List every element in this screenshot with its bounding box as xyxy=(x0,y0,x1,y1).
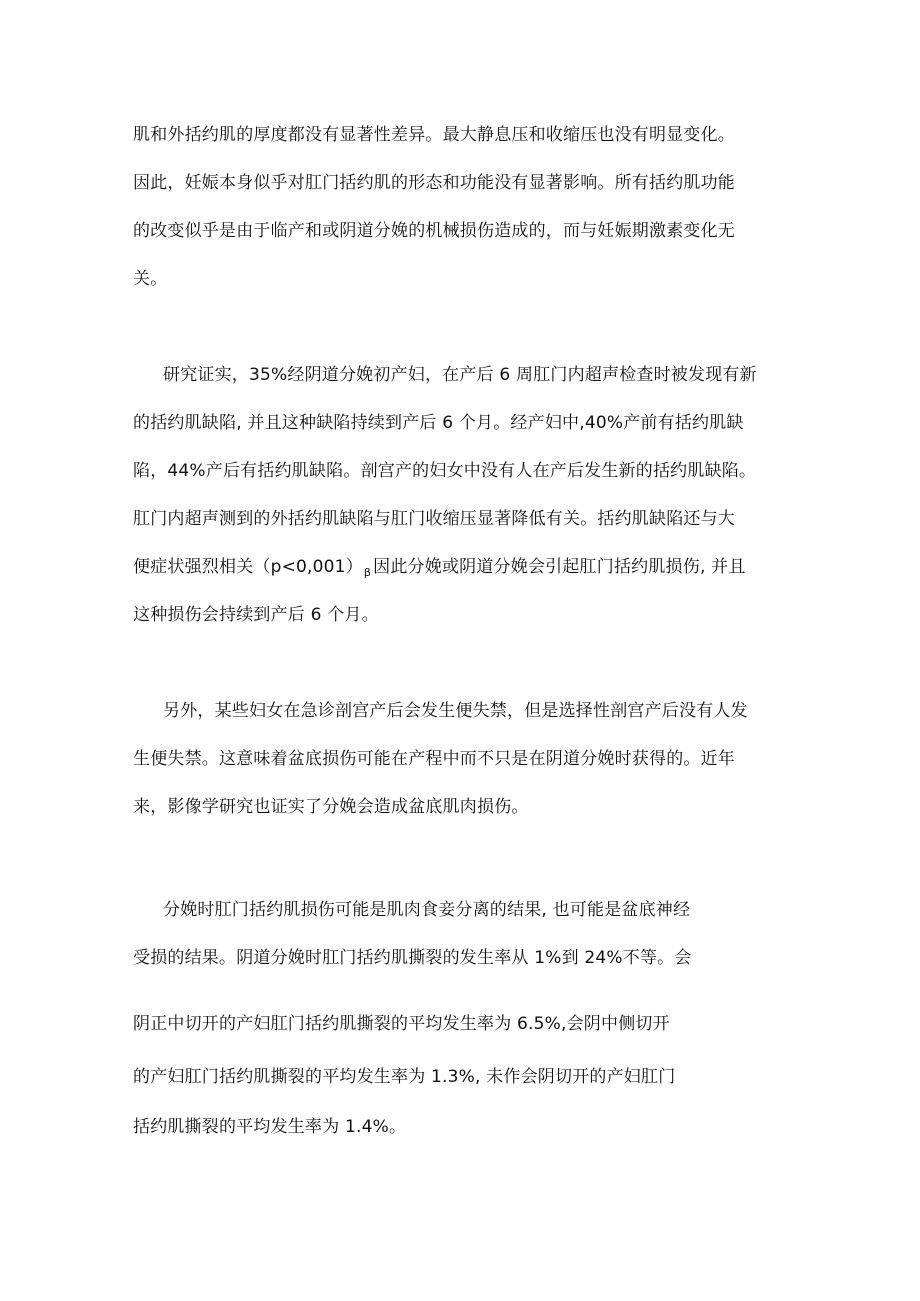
paragraph-4-line-1: 分娩时肛门括约肌损伤可能是肌肉食妾分离的结果, 也可能是盆底神经 xyxy=(163,900,691,920)
paragraph-1-line-3: 的改变似乎是由于临产和或阴道分娩的机械损伤造成的，而与妊娠期激素变化无 xyxy=(133,221,735,241)
paragraph-2-line-3: 陷，44%产后有括约肌缺陷。剖宫产的妇女中没有人在产后发生新的括约肌缺陷。 xyxy=(133,461,757,481)
paragraph-2-line-5 xyxy=(133,555,746,585)
beta-marker: β xyxy=(363,566,372,579)
paragraph-1-line-4: 关。 xyxy=(133,269,168,289)
paragraph-3-line-1: 另外，某些妇女在急诊剖宫产后会发生便失禁，但是选择性剖宫产后没有人发 xyxy=(163,701,748,721)
paragraph-2-line-2: 的括约肌缺陷, 并且这种缺陷持续到产后 6 个月。经产妇中,40%产前有括约肌缺 xyxy=(133,413,744,433)
paragraph-2-line-6: 这种损伤会持续到产后 6 个月。 xyxy=(133,605,379,625)
paragraph-2-line-4: 肛门内超声测到的外括约肌缺陷与肛门收缩压显著降低有关。括约肌缺陷还与大 xyxy=(133,509,735,529)
paragraph-1-line-2: 因此，妊娠本身似乎对肛门括约肌的形态和功能没有显著影响。所有括约肌功能 xyxy=(133,173,735,193)
paragraph-4-line-2: 受损的结果。阴道分娩时肛门括约肌撕裂的发生率从 1%到 24%不等。会 xyxy=(133,948,692,968)
paragraph-4-line-3: 阴正中切开的产妇肛门括约肌撕裂的平均发生率为 6.5%,会阴中侧切开 xyxy=(133,1014,670,1034)
paragraph-2-line-5-before: 便症状强烈相关（p<0,001） xyxy=(133,557,363,577)
paragraph-4-line-5: 括约肌撕裂的平均发生率为 1.4%。 xyxy=(133,1117,407,1137)
paragraph-4-line-4: 的产妇肛门括约肌撕裂的平均发生率为 1.3%, 未作会阴切开的产妇肛门 xyxy=(133,1067,676,1087)
paragraph-3-line-2: 生便失禁。这意味着盆底损伤可能在产程中而不只是在阴道分娩时获得的。近年 xyxy=(133,749,735,769)
paragraph-2-line-1: 研究证实，35%经阴道分娩初产妇，在产后 6 周肛门内超声检查时被发现有新 xyxy=(163,365,757,385)
paragraph-1-line-1: 肌和外括约肌的厚度都没有显著性差异。最大静息压和收缩压也没有明显变化。 xyxy=(133,125,735,145)
paragraph-2-line-5-after: 因此分娩或阴道分娩会引起肛门括约肌损伤, 并且 xyxy=(373,557,746,577)
paragraph-3-line-3: 来，影像学研究也证实了分娩会造成盆底肌肉损伤。 xyxy=(133,797,529,817)
